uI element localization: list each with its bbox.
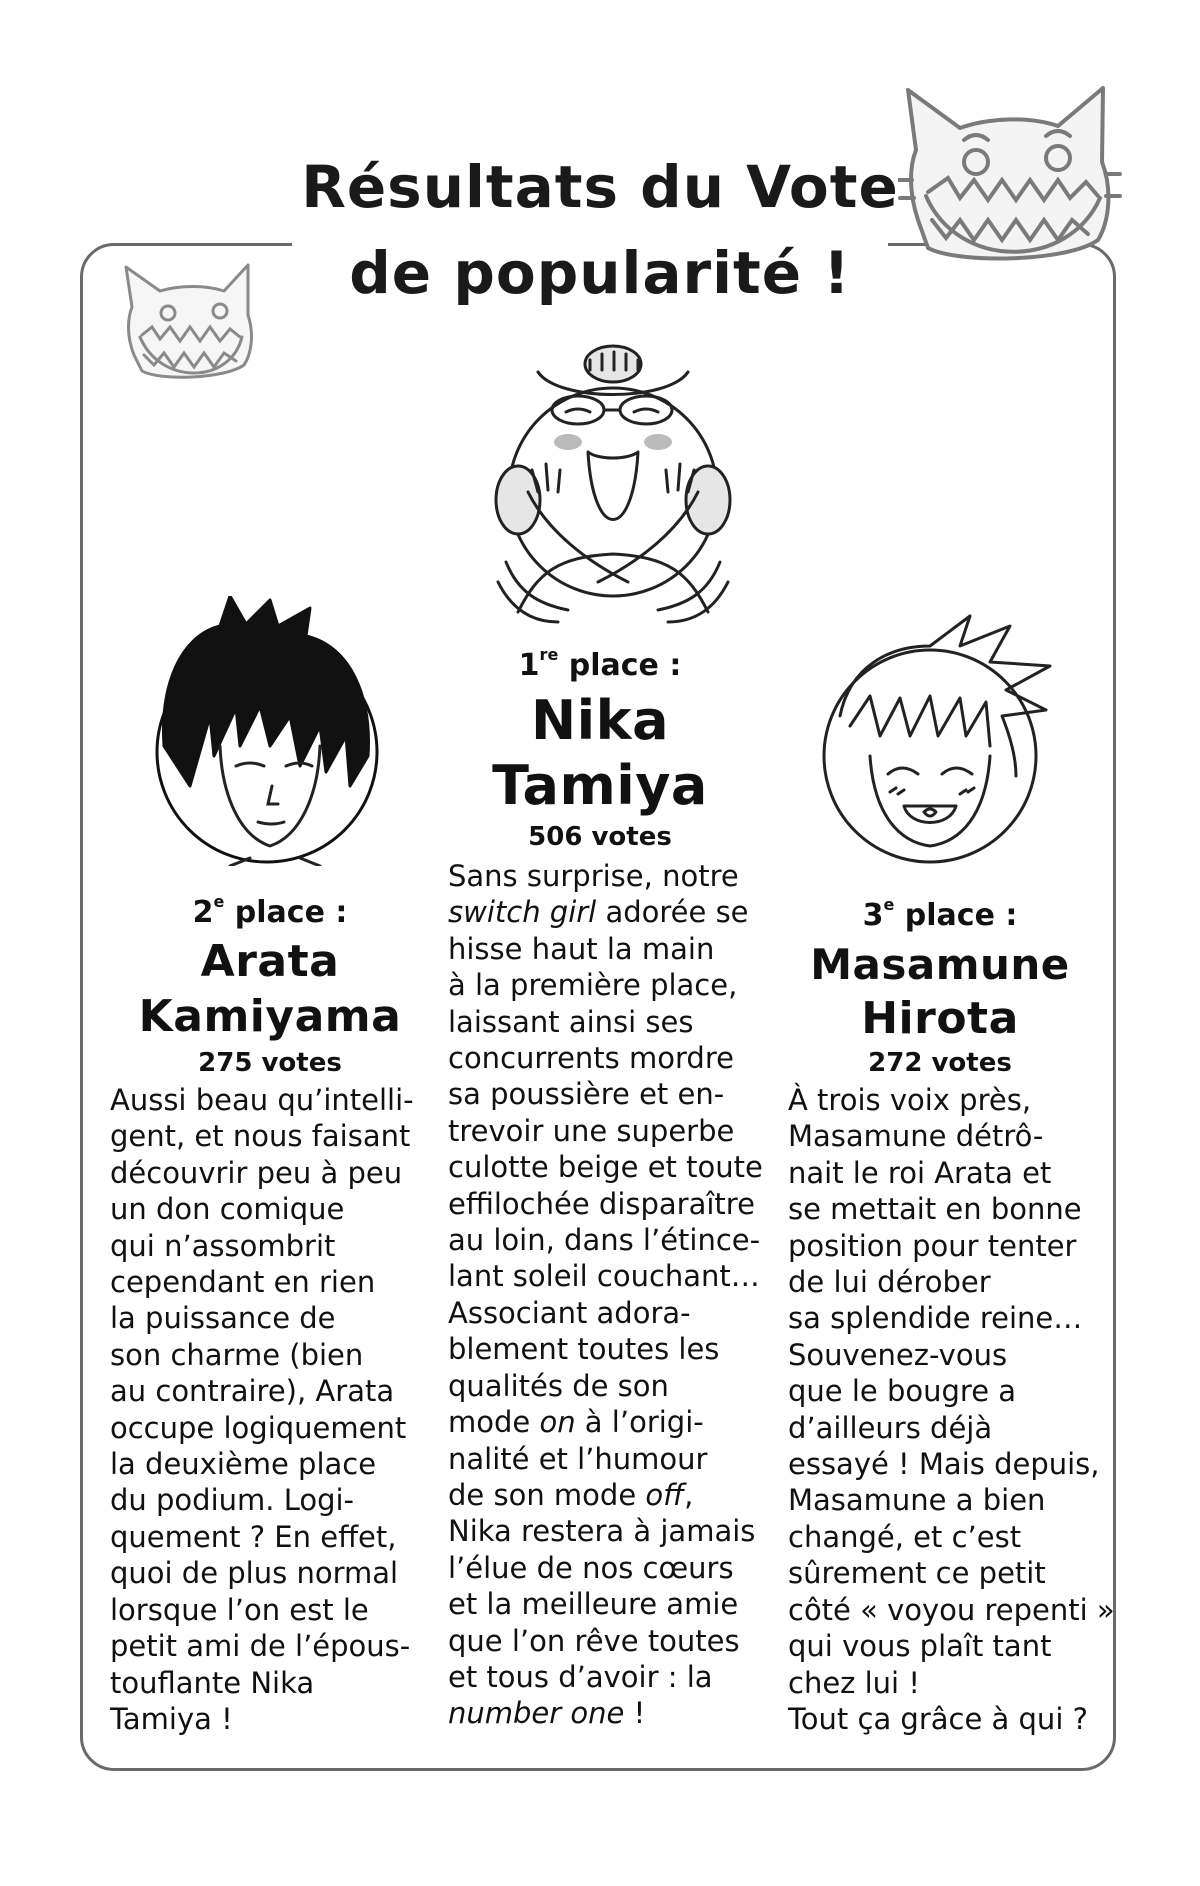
text-line: culotte beige et toute (448, 1150, 763, 1185)
text-line: lorsque l’on est le (110, 1592, 369, 1627)
first-place-name-line1: Nika (530, 689, 670, 752)
text-line: à la première place, (448, 968, 738, 1003)
text-line: concurrents mordre (448, 1041, 734, 1076)
third-place-votes: 272 votes (868, 1048, 1012, 1078)
cat-doodle-icon (898, 70, 1122, 270)
third-place-name-line1: Masamune (810, 940, 1070, 989)
masamune-portrait-drawing (810, 606, 1060, 870)
text-line: au loin, dans l’étince- (448, 1223, 761, 1258)
text-line: Associant adora- (448, 1295, 691, 1330)
text-line: quoi de plus normal (110, 1556, 399, 1591)
text-line: l’élue de nos cœurs (448, 1550, 734, 1585)
text-line: sa splendide reine… (788, 1301, 1083, 1336)
text-line: qui n’assombrit (110, 1228, 336, 1263)
text-line: Sans surprise, notre (448, 859, 739, 893)
first-place-name-line2: Tamiya (492, 754, 708, 817)
first-place-description (448, 858, 778, 1732)
text-line: quement ? En effet, (110, 1519, 397, 1554)
text-line: petit ami de l’épous- (110, 1629, 411, 1664)
text-line: la deuxième place (110, 1447, 377, 1482)
text-line: se mettait en bonne (788, 1192, 1082, 1227)
text-line: son charme (bien (110, 1337, 364, 1372)
second-place-votes: 275 votes (198, 1048, 342, 1078)
third-place-name-line2: Hirota (861, 993, 1019, 1044)
text-line: changé, et c’est (788, 1519, 1022, 1554)
second-place-label: 2e place : (192, 892, 348, 930)
text-line: côté « voyou repenti » (788, 1592, 1115, 1627)
text-line: Nika restera à jamais (448, 1514, 756, 1549)
text-line: nait le roi Arata et (788, 1155, 1052, 1190)
second-place-description (110, 1082, 440, 1737)
text-line: que le bougre a (788, 1374, 1017, 1409)
text-line: touflante Nika (110, 1665, 315, 1700)
text-line: au contraire), Arata (110, 1374, 395, 1409)
text-line: de lui dérober (788, 1265, 991, 1300)
text-line: lant soleil couchant… (448, 1259, 760, 1294)
text-line: un don comique (110, 1192, 345, 1227)
text-line: nalité et l’humour (448, 1441, 708, 1476)
text-line: que l’on rêve toutes (448, 1623, 740, 1658)
text-line: la puissance de (110, 1301, 336, 1336)
text-line: cependant en rien (110, 1265, 376, 1300)
nika-portrait-drawing (478, 342, 748, 652)
text-line: qualités de son (448, 1368, 669, 1403)
text-line: chez lui ! (788, 1665, 920, 1700)
text-line: du podium. Logi- (110, 1483, 355, 1518)
page-title-line1: Résultats du Vote (301, 153, 899, 221)
first-place-label: 1re place : (518, 645, 682, 683)
text-line: Tamiya ! (110, 1701, 233, 1736)
text-line: essayé ! Mais depuis, (788, 1447, 1100, 1482)
text-line: switch girl adorée se (448, 895, 749, 930)
text-line: mode on à l’origi- (448, 1405, 704, 1440)
text-line: effilochée disparaître (448, 1186, 755, 1221)
text-line: À trois voix près, (788, 1083, 1032, 1117)
text-line: number one ! (448, 1696, 646, 1731)
text-line: position pour tenter (788, 1228, 1077, 1263)
page-title-line2: de popularité ! (349, 239, 851, 307)
text-line: occupe logiquement (110, 1410, 407, 1445)
text-line: Aussi beau qu’intelli- (110, 1083, 414, 1117)
arata-portrait-drawing (150, 596, 384, 866)
second-place-name-line1: Arata (200, 936, 340, 987)
text-line: découvrir peu à peu (110, 1155, 403, 1190)
second-place-name-line2: Kamiyama (138, 991, 402, 1042)
text-line: et la meilleure amie (448, 1587, 739, 1622)
cat-doodle-icon (120, 255, 258, 385)
text-line: et tous d’avoir : la (448, 1659, 713, 1694)
text-line: Tout ça grâce à qui ? (788, 1701, 1088, 1736)
third-place-label: 3e place : (862, 895, 1018, 933)
text-line: de son mode off, (448, 1477, 694, 1512)
text-line: trevoir une superbe (448, 1113, 735, 1148)
text-line: d’ailleurs déjà (788, 1410, 993, 1445)
text-line: sa poussière et en- (448, 1077, 725, 1112)
text-line: Masamune détrô- (788, 1119, 1044, 1154)
text-line: sûrement ce petit (788, 1556, 1046, 1591)
text-line: Souvenez-vous (788, 1337, 1008, 1372)
first-place-votes: 506 votes (528, 822, 672, 852)
text-line: hisse haut la main (448, 931, 715, 966)
third-place-description (788, 1082, 1115, 1737)
text-line: Masamune a bien (788, 1483, 1046, 1518)
text-line: laissant ainsi ses (448, 1004, 694, 1039)
text-line: gent, et nous faisant (110, 1119, 411, 1154)
text-line: blement toutes les (448, 1332, 720, 1367)
text-line: qui vous plaît tant (788, 1629, 1052, 1664)
